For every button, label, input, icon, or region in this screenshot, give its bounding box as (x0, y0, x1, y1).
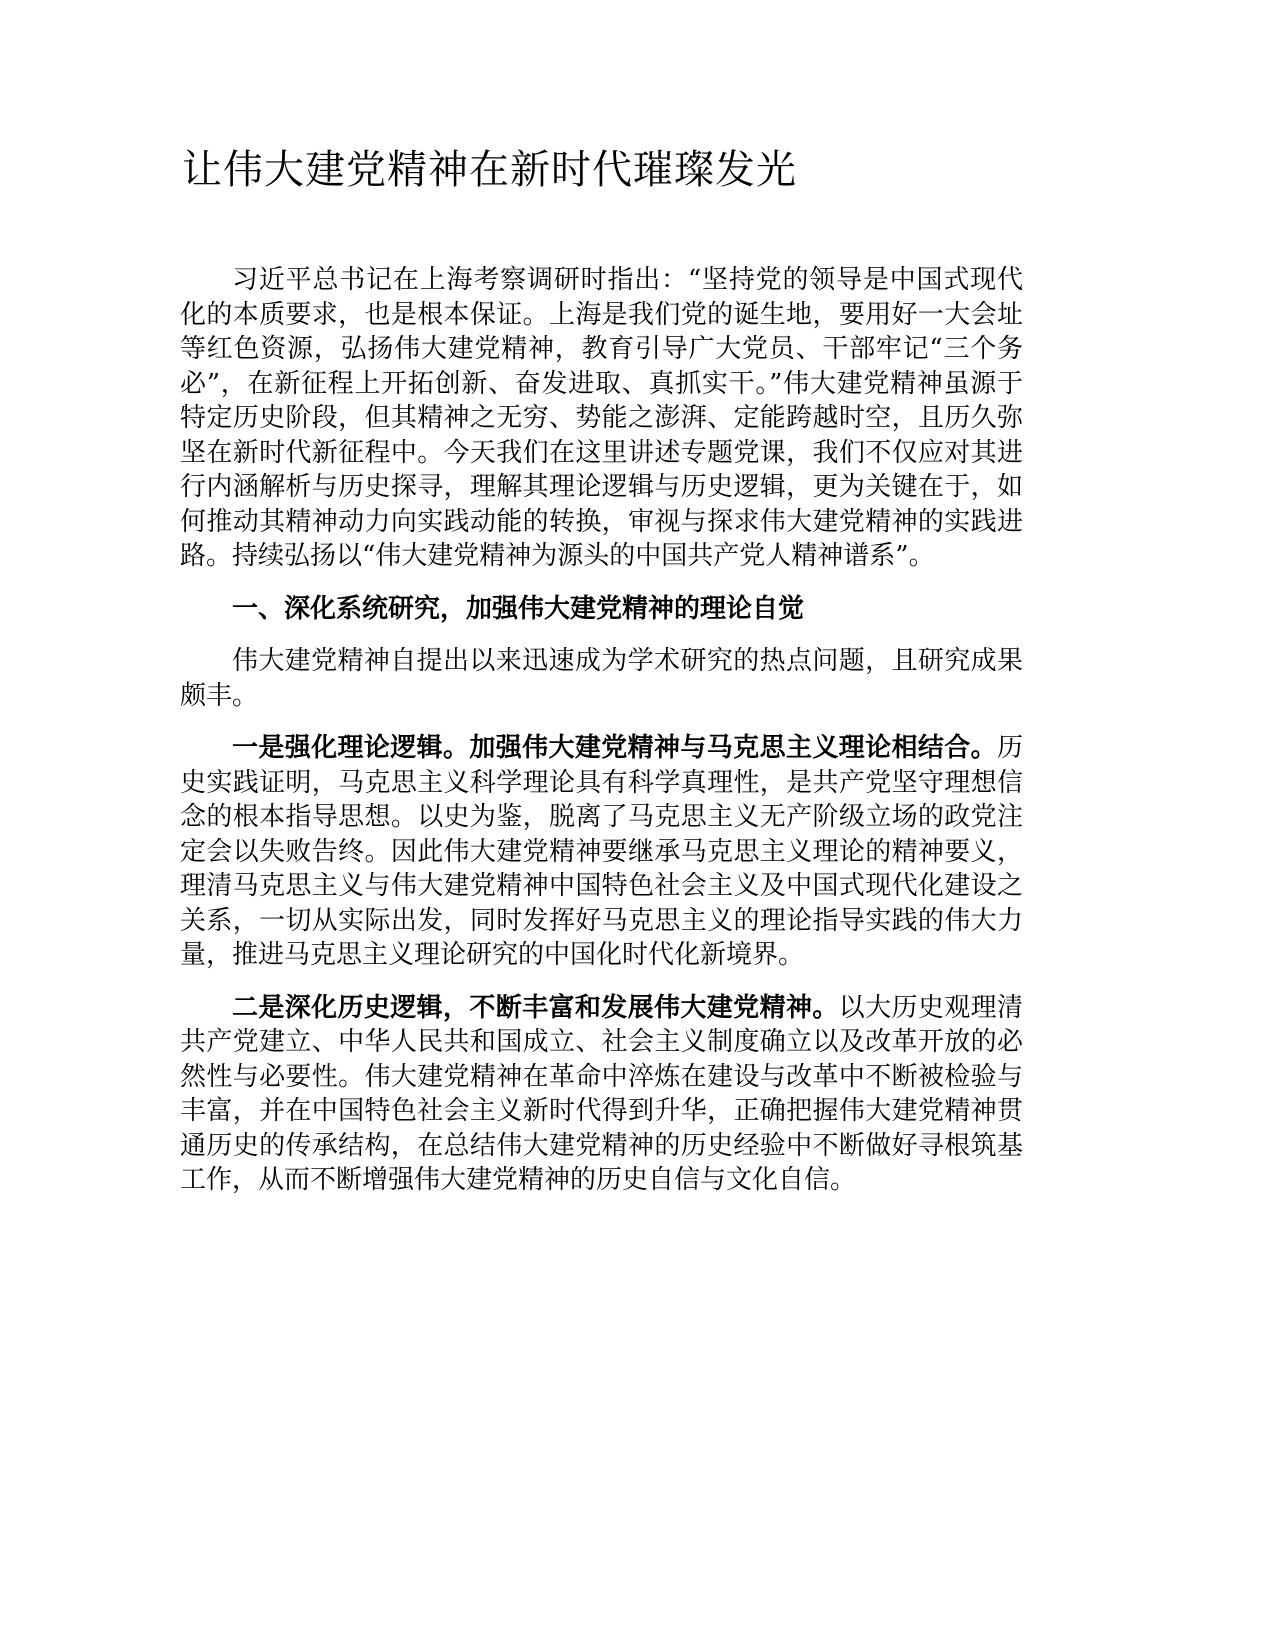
intro-paragraph: 习近平总书记在上海考察调研时指出：“坚持党的领导是中国式现代化的本质要求，也是根本保证。上海是我们党的诞生地，要用好一大会址等红色资源，弘扬伟大建党精神，教育引导广大党员、干部牢记“三个务必”，在新征程上开拓创新、奋发进取、真抓实干。”伟大建党精神虽源于特定历史阶段，但其精神之无穷、势能之澎湃、定能跨越时空，且历久弥坚在新时代新征程中。今天我们在这里讲述专题党课，我们不仅应对其进行内涵解析与历史探寻，理解其理论逻辑与历史逻辑，更为关键在于，如何推动其精神动力向实践动能的转换，审视与探求伟大建党精神的实践进路。持续弘扬以“伟大建党精神为源头的中国共产党人精神谱系”。 (180, 265, 1023, 571)
point-one-paragraph (180, 731, 1023, 973)
point-two-text: 以大历史观理清共产党建立、中华人民共和国成立、社会主义制度确立以及改革开放的必然性与必要性。伟大建党精神在革命中淬炼在建设与改革中不断被检验与丰富，并在中国特色社会主义新时代得到升华，正确把握伟大建党精神贯通历史的传承结构，在总结伟大建党精神的历史经验中不断做好寻根筑基工作，从而不断增强伟大建党精神的历史自信与文化自信。 (180, 992, 1023, 1195)
section-heading: 一、深化系统研究，加强伟大建党精神的理论自觉 (232, 593, 805, 624)
point-two-paragraph (180, 991, 1023, 1198)
section-intro-paragraph: 伟大建党精神自提出以来迅速成为学术研究的热点问题，且研究成果颇丰。 (180, 646, 1023, 711)
point-one-text: 历史实践证明，马克思主义科学理论具有科学真理性，是共产党坚守理想信念的根本指导思想。以史为鉴，脱离了马克思主义无产阶级立场的政党注定会以失败告终。因此伟大建党精神要继承马克思主义理论的精神要义，理清马克思主义与伟大建党精神中国特色社会主义及中国式现代化建设之关系，一切从实际出发，同时发挥好马克思主义的理论指导实践的伟大力量，推进马克思主义理论研究的中国化时代化新境界。 (180, 733, 1023, 970)
document-title: 让伟大建党精神在新时代璀璨发光 (182, 147, 797, 193)
document-body (180, 263, 1023, 1216)
point-two-lead: 二是深化历史逻辑，不断丰富和发展伟大建党精神。 (232, 992, 839, 1023)
point-one-lead: 一是强化理论逻辑。加强伟大建党精神与马克思主义理论相结合。 (232, 733, 997, 763)
